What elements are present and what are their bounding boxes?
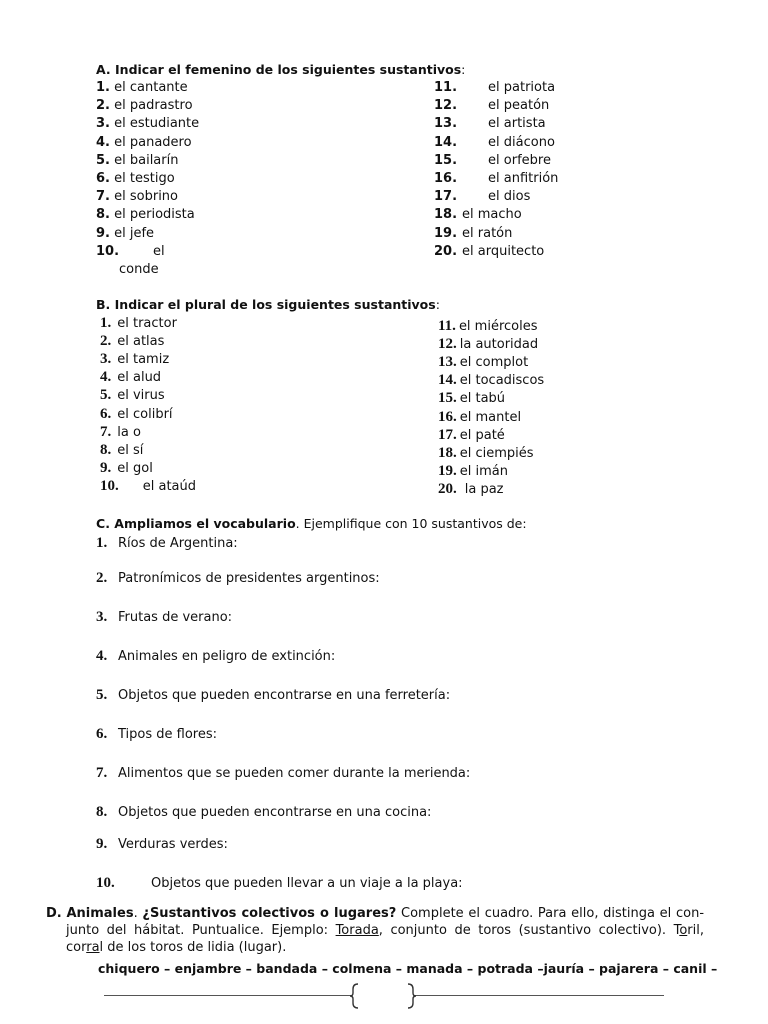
prompt-item [96,535,238,552]
list-item [434,244,544,260]
item-text: el macho [462,207,522,223]
list-item [100,369,161,386]
item-text: el tabú [459,391,506,407]
list-item [96,189,178,205]
item-number: 13. [434,116,458,132]
divider-right [414,995,664,996]
item-number: 3. [96,116,110,132]
list-item [96,207,195,223]
item-text: la paz [464,481,504,497]
item-number: 15. [438,390,457,407]
item-number: 7. [100,423,112,440]
bracket-ornament-icon [348,982,420,1010]
item-number: 14. [438,372,457,389]
item-number: 5. [96,687,108,703]
item-text: el dios [488,189,531,205]
item-text: el ciempiés [459,445,534,461]
list-item [434,189,530,205]
list-item [100,315,177,332]
item-text: el jefe [114,225,155,241]
list-item [100,442,143,459]
list-item [434,171,558,187]
section-d-text [46,905,704,956]
item-text: el patriota [488,80,556,95]
item-text: el tractor [117,316,177,331]
item-number: 15. [434,152,458,168]
prompt-item [96,609,232,626]
item-text: el cantante [114,80,188,95]
item-text: el diácono [488,134,555,150]
item-number: 8. [100,441,112,458]
list-item [96,135,192,151]
prompt-item [96,804,431,821]
list-item [438,336,538,353]
item-text: el padrastro [114,98,193,114]
item-text: el virus [117,388,165,404]
item-number: 16. [434,171,458,186]
item-text: el estudiante [114,116,200,132]
section-d-line-2: junto del hábitat. Puntualice. Ejemplo: Torada, conjunto de toros (sustantivo colectivo). Toril, [66,923,704,938]
item-text: el complot [459,355,529,371]
item-number: 1. [100,315,112,331]
list-item [438,463,508,480]
item-text: el orfebre [488,152,551,168]
item-text: Objetos que pueden encontrarse en una cocina: [118,805,432,820]
item-text: el anfitrión [488,171,559,186]
item-text: Verduras verdes: [118,837,228,852]
list-item [434,153,551,169]
item-number: 10. [100,477,119,494]
item-text: el sí [117,442,144,458]
list-item [434,98,549,114]
item-number: 19. [434,225,458,241]
item-text-continuation: conde [119,261,159,277]
item-number: 5. [100,387,112,404]
list-item [96,98,193,114]
item-text: el peatón [488,98,550,114]
item-number: 17. [434,189,458,205]
list-item [438,390,505,407]
list-item [438,354,528,371]
list-item [434,135,555,151]
divider-left [104,995,352,996]
list-item [96,116,199,132]
prompt-item [96,875,463,892]
item-number: 6. [96,171,110,186]
item-number: 2. [96,570,108,586]
list-item [438,481,504,498]
item-text: el arquitecto [462,243,545,259]
section-d-word-bank: chiquero – enjambre – bandada – colmena – manada – potrada –jauría – pajarera – canil – [98,961,718,976]
list-item [96,80,188,96]
list-item [438,409,521,426]
prompt-item [96,570,380,587]
item-number: 10. [96,243,120,259]
item-text: la autoridad [459,337,539,353]
list-item [434,116,546,132]
section-d-line-3: corral de los toros de lidia (lugar). [66,940,287,955]
item-number: 20. [438,480,457,497]
item-text: el panadero [114,134,192,150]
item-text: el atlas [117,334,165,350]
item-number: 18. [438,444,457,461]
item-text: el mantel [459,409,522,425]
item-text: Animales en peligro de extinción: [118,649,336,664]
item-number: 4. [96,134,110,150]
list-item [434,80,555,96]
item-number: 4. [96,648,108,664]
list-item [438,318,538,335]
item-text: el miércoles [458,319,538,334]
item-number: 17. [438,426,457,443]
list-item [438,427,505,444]
item-text: el tocadiscos [459,373,545,389]
item-text: el artista [488,116,546,132]
list-item [100,333,164,350]
item-number: 6. [100,405,112,422]
item-number: 2. [96,98,110,114]
list-item [96,226,154,242]
list-item [100,478,196,495]
item-number: 12. [438,336,457,353]
item-number: 5. [96,152,110,168]
prompt-item [96,765,470,782]
list-item [100,460,153,477]
item-text: Alimentos que se pueden comer durante la merienda: [118,766,471,781]
item-number: 9. [100,459,112,476]
item-number: 11. [438,318,456,334]
list-item [96,153,178,169]
prompt-item [96,836,228,853]
item-text: el imán [459,463,508,479]
item-text: el sobrino [114,189,178,205]
item-text: el testigo [114,171,175,186]
item-number: 3. [96,609,108,625]
item-number: 1. [96,80,110,95]
item-text: Ríos de Argentina: [118,536,238,551]
list-item [96,244,165,260]
item-number: 16. [438,408,457,425]
item-text: el [153,243,165,259]
item-text: el tamiz [117,352,170,368]
item-text: Tipos de flores: [118,727,217,742]
item-text: el ataúd [142,478,197,494]
item-text: el gol [117,460,153,476]
item-number: 6. [96,726,108,742]
item-number: 7. [96,189,110,205]
section-b-title: B. Indicar el plural de los siguientes sustantivos: [96,297,440,312]
list-item [100,351,169,368]
item-number: 7. [96,765,108,781]
prompt-item [96,726,217,743]
item-number: 13. [438,354,457,371]
item-number: 20. [434,243,458,259]
item-number: 9. [96,836,108,852]
list-item [100,424,141,441]
item-number: 12. [434,98,458,114]
item-text: el periodista [114,207,195,223]
list-item [434,226,512,242]
item-number: 11. [434,80,458,95]
item-text: el bailarín [114,152,179,168]
list-item [438,445,534,462]
item-number: 18. [434,207,458,223]
item-text: Frutas de verano: [118,610,233,625]
item-text: la o [117,424,141,440]
list-item [100,406,173,423]
item-number: 8. [96,207,110,223]
section-d-line-1: D. Animales. ¿Sustantivos colectivos o lugares? Complete el cuadro. Para ello, distinga el con- [46,906,705,921]
list-item [434,207,522,223]
item-text: el colibrí [117,406,173,422]
item-number: 9. [96,225,110,241]
list-item [438,372,544,389]
example-torada: Torada [335,923,379,938]
item-text: Objetos que pueden llevar a un viaje a la playa: [151,876,463,891]
list-item [96,171,175,187]
item-number: 2. [100,333,112,350]
item-number: 4. [100,369,112,386]
item-number: 1. [96,535,108,551]
item-number: 14. [434,134,458,150]
list-item [100,387,165,404]
section-c-title: C. Ampliamos el vocabulario. Ejemplifique con 10 sustantivos de: [96,516,527,531]
item-number: 8. [96,804,108,820]
item-number: 19. [438,462,457,479]
item-text: Objetos que pueden encontrarse en una ferretería: [118,688,451,703]
section-a-title: A. Indicar el femenino de los siguientes sustantivos: [96,62,466,77]
item-number: 3. [100,351,112,368]
prompt-item [96,648,335,665]
item-text: el alud [117,370,162,386]
item-text: el paté [459,427,505,443]
item-text: el ratón [462,225,513,241]
prompt-item [96,687,450,704]
item-text: Patronímicos de presidentes argentinos: [118,571,380,586]
item-number: 10. [96,875,115,891]
